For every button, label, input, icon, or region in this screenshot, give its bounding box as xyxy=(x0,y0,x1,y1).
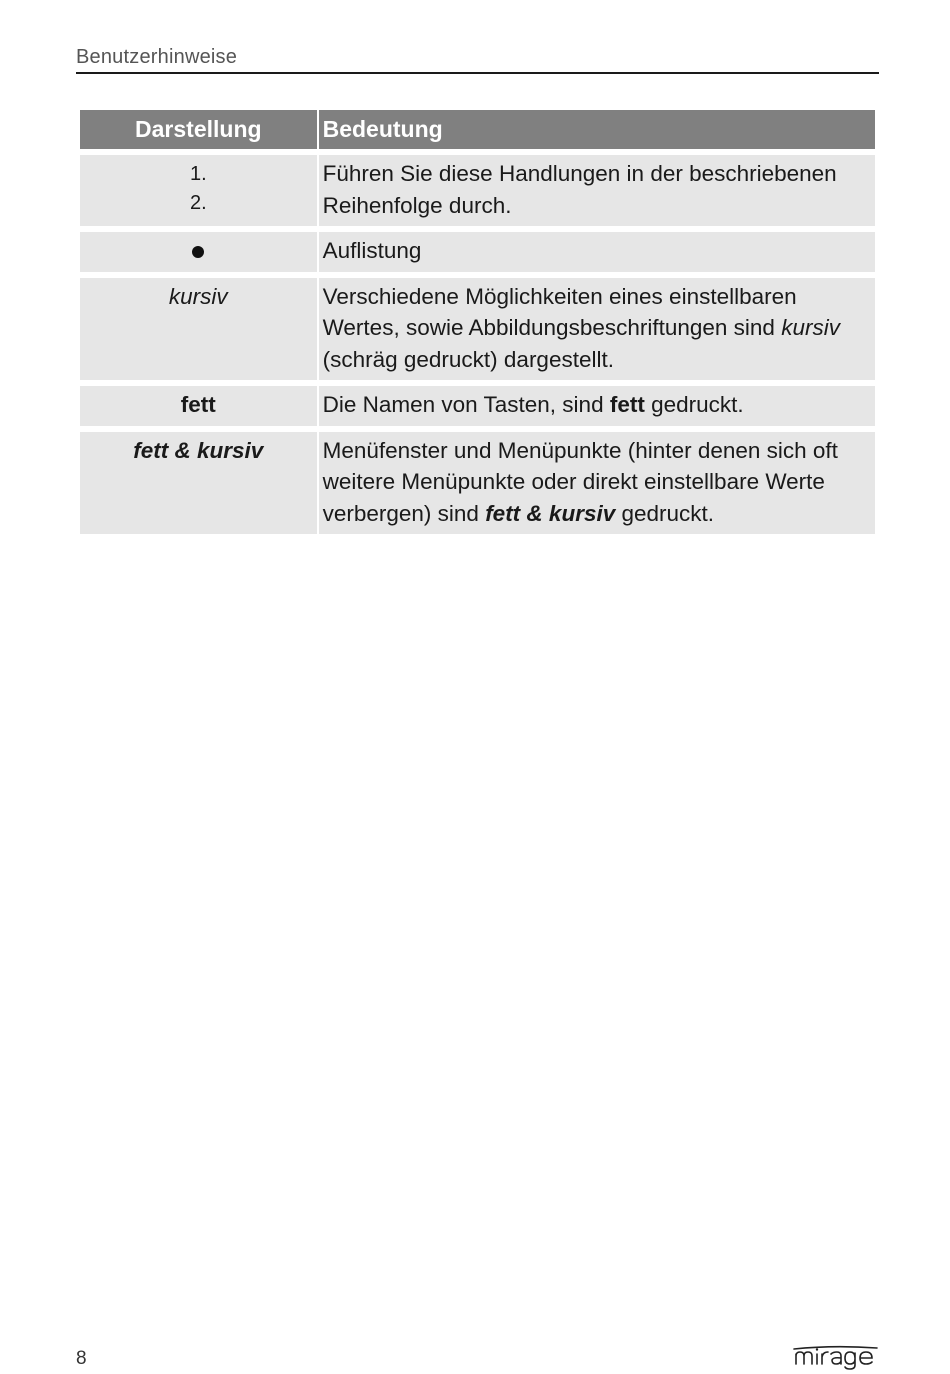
page-header-title: Benutzerhinweise xyxy=(76,46,238,68)
meaning-emphasis-italic: kursiv xyxy=(781,315,840,340)
meaning-cell: Auflistung xyxy=(319,232,875,272)
meaning-cell: Führen Sie diese Handlungen in der beschriebenen Reihenfolge durch. xyxy=(319,155,875,226)
header-divider xyxy=(76,72,879,74)
meaning-text: gedruckt. xyxy=(644,392,744,417)
table-row xyxy=(80,432,875,535)
table-row xyxy=(80,386,875,426)
meaning-cell xyxy=(319,432,875,535)
table-row xyxy=(80,278,875,381)
column-header-darstellung: Darstellung xyxy=(80,110,317,149)
column-header-bedeutung: Bedeutung xyxy=(319,110,875,149)
symbol-cell-italic: kursiv xyxy=(80,278,317,381)
notation-legend-table xyxy=(78,104,877,540)
meaning-text: Die Namen von Tasten, sind xyxy=(322,392,610,417)
table-row xyxy=(80,232,875,272)
symbol-cell-bold: fett xyxy=(80,386,317,426)
brand-logo xyxy=(793,1344,879,1370)
symbol-cell-bold-italic: fett & kursiv xyxy=(80,432,317,535)
symbol-cell-numbered xyxy=(80,155,317,226)
table-header-row xyxy=(80,110,875,149)
meaning-text: gedruckt. xyxy=(615,500,715,526)
page-number: 8 xyxy=(76,1348,87,1369)
meaning-cell xyxy=(319,386,875,426)
meaning-emphasis-bold-italic: fett & kursiv xyxy=(485,500,616,526)
meaning-text: Menüfenster und Menüpunkte (hinter denen sich oft weitere Menüpunkte oder direkt einstellbare Werte verbergen) sind xyxy=(322,437,838,526)
meaning-text: (schräg gedruckt) dargestellt. xyxy=(322,346,614,372)
bullet-dot-icon xyxy=(192,246,204,258)
meaning-cell xyxy=(319,278,875,381)
meaning-emphasis-bold: fett xyxy=(609,392,645,417)
numbered-step-2: 2. xyxy=(189,192,207,214)
symbol-cell-bullet xyxy=(80,232,317,272)
numbered-step-1: 1. xyxy=(189,163,207,185)
meaning-text: Verschiedene Möglichkeiten eines einstellbaren Wertes, sowie Abbildungsbeschriftungen sind xyxy=(322,283,797,340)
table-row xyxy=(80,155,875,226)
